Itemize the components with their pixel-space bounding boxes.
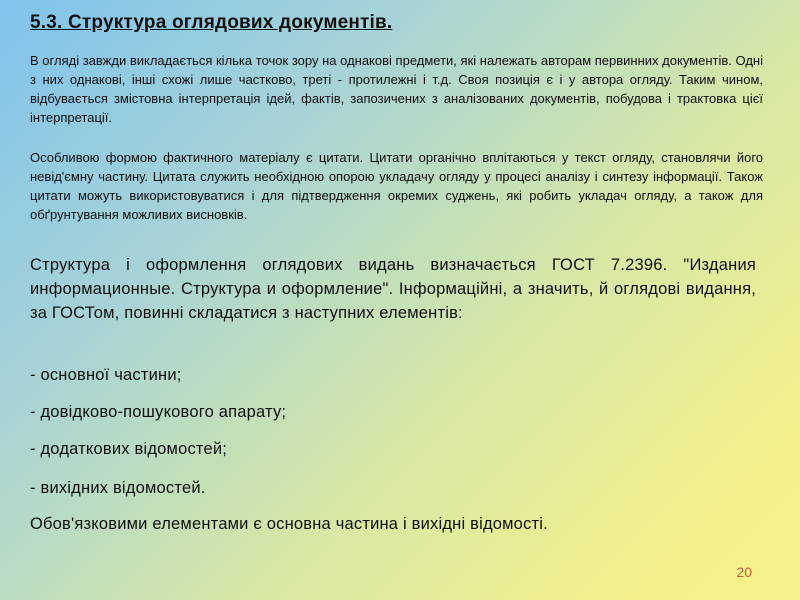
paragraph-gost-structure: Структура і оформлення оглядових видань визначається ГОСТ 7.2396. "Издания информационные. Структура и оформление". Інформаційні, а значить, й оглядові видання, за ГОСТом, повинні складатися з наступних елементів: — [30, 256, 756, 322]
list-item: - довідково-пошукового апарату; — [30, 403, 287, 421]
conclusion-text: Обов'язковими елементами є основна частина і вихідні відомості. — [30, 515, 548, 533]
slide-title: 5.3. Структура оглядових документів. — [30, 12, 393, 33]
list-item: - вихідних відомостей. — [30, 479, 206, 497]
paragraph-review-viewpoints: В огляді завжди викладається кілька точок зору на однакові предмети, які належать авторам первинних документів. Одні з них однакові, інші схожі лише частково, треті - протилежні і т.д. Своя позиція є і у автора огляду. Таким чином, відбувається змістовна інтерпретація ідей, фактів, запозичених з аналізованих документів, побудова і трактовка цієї інтерпретації. — [30, 53, 763, 125]
paragraph-quotations: Особливою формою фактичного матеріалу є цитати. Цитати органічно вплітаються у текст огляду, становлячи його невід'ємну частину. Цитата служить необхідною опорою укладачу огляду у процесі аналізу і синтезу інформації. Також цитати можуть використовуватися і для підтвердження окремих суджень, які робить укладач огляду, а також для обґрунтування можливих висновків. — [30, 150, 763, 222]
list-item: - додаткових відомостей; — [30, 440, 228, 458]
page-number: 20 — [736, 564, 752, 580]
list-item: - основної частини; — [30, 366, 182, 384]
